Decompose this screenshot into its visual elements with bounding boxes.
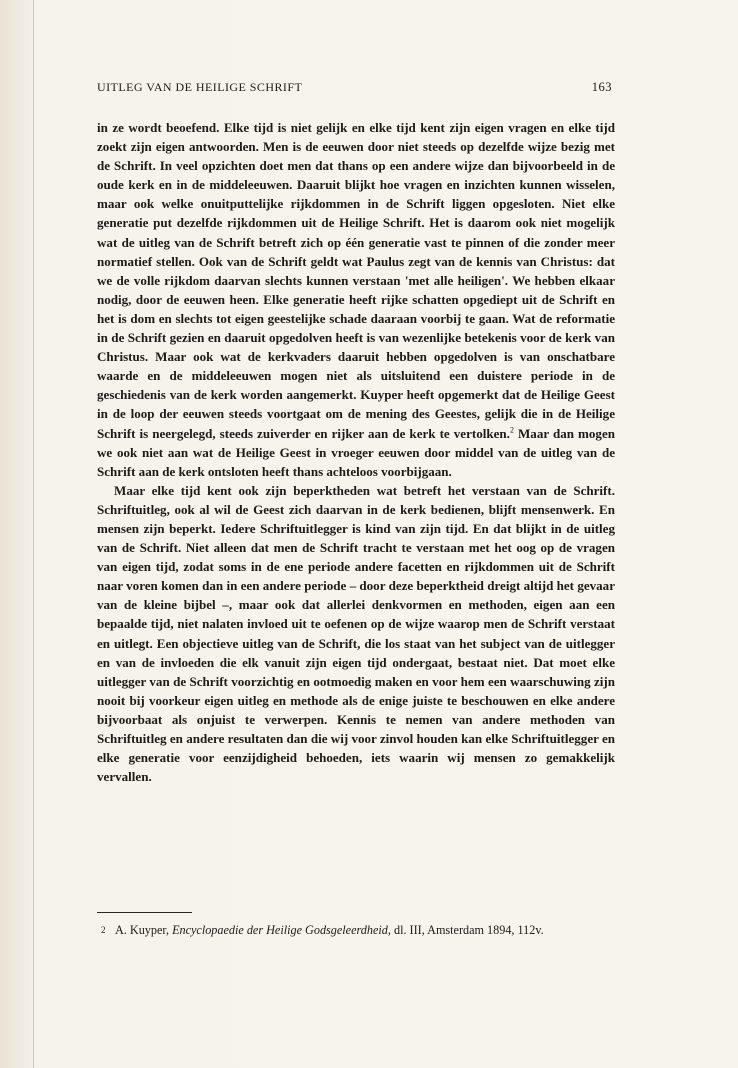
page-number: 163 bbox=[591, 80, 612, 94]
footnote-marker: 2 bbox=[101, 925, 106, 935]
footnote-details: dl. III, Amsterdam 1894, 112v. bbox=[390, 923, 544, 937]
binding-gutter-line bbox=[33, 0, 34, 1068]
running-title: UITLEG VAN DE HEILIGE SCHRIFT bbox=[97, 80, 303, 94]
running-header bbox=[97, 80, 612, 98]
footnote-work-title: Encyclopaedie der Heilige Godsgeleerdheid, bbox=[172, 923, 391, 937]
footnote-reference-2: 2 bbox=[509, 425, 514, 435]
paragraph-2: Maar elke tijd kent ook zijn beperktheden wat betreft het verstaan van de Schrift. Schriftuitleg, ook al wil de Geest zich daarvan in de kerk bedienen, blijft mensenwerk. En mensen zijn beperkt. Iedere Schriftuitlegger is kind van zijn tijd. En dat blijkt in de uitleg van de Schrift. Niet alleen dat men de Schrift tracht te verstaan met het oog op de vragen van eigen tijd, zodat soms in de ene periode andere facetten en rijkdommen uit de Schrift naar voren komen dan in een andere periode – door deze beperktheid dreigt altijd het gevaar van de kleine bijbel –, maar ook dat allerlei denkvormen en methoden, eigen aan een bepaalde tijd, niet nalaten invloed uit te oefenen op de wijze waarop men de Schrift verstaat en uitlegt. Een objectieve uitleg van de Schrift, die los staat van het subject van de uitlegger en van de invloeden die elk vanuit zijn eigen tijd ondergaat, bestaat niet. Dat moet elke uitlegger van de Schrift voorzichtig en ootmoedig maken en voor hem een waarschuwing zijn nooit bij voorkeur eigen uitleg en methode als de enige juiste te beschouwen en elke andere bijvoorbaat als onjuist te verwerpen. Kennis te nemen van andere methoden van Schriftuitleg en andere resultaten dan die wij voor zinvol houden kan elke Schriftuitlegger en elke generatie voor eenzijdigheid behoeden, iets waarin wij mensen zo gemakkelijk vervallen. bbox=[97, 482, 615, 785]
main-text bbox=[97, 118, 615, 786]
paragraph-1-text: in ze wordt beoefend. Elke tijd is niet gelijk en elke tijd kent zijn eigen vragen en elke tijd zoekt zijn eigen antwoorden. Men is de eeuwen door niet steeds op dezelfde wijze bezig met de Schrift. In veel opzichten doet men dat thans op een andere wijze dan bijvoorbeeld in de oude kerk en in de middeleeuwen. Daaruit blijkt hoe vragen en inzichten kunnen wisselen, maar ook welke onuitputtelijke rijkdommen in de Schrift liggen opgesloten. Niet elke generatie put dezelfde rijkdommen uit de Heilige Schrift. Het is daarom ook niet mogelijk wat de uitleg van de Schrift betreft zich op één generatie vast te pinnen of die zonder meer normatief stellen. Ook van de Schrift geldt wat Paulus zegt van de kennis van Christus: dat we de volle rijkdom daarvan slechts kunnen verstaan 'met alle heiligen'. We hebben elkaar nodig, door de eeuwen heen. Elke generatie heeft rijke schatten opgediept uit de Schrift en het is dom en slechts tot eigen geestelijke schade daaraan voorbij te gaan. Wat de reformatie in de Schrift gezien en daaruit opgedolven heeft is van wezenlijke betekenis voor de kerk van Christus. Maar ook wat de kerkvaders daaruit hebben opgedolven is van onschatbare waarde en de middeleeuwen mogen niet als uitsluitend een duistere periode in de geschiedenis van de kerk worden aangemerkt. Kuyper heeft opgemerkt dat de Heilige Geest in de loop der eeuwen steeds voortgaat om de mening des Geestes, gelijk die in de Heilige Schrift is neergelegd, steeds zuiverder en rijker aan de kerk te vertolken. bbox=[97, 120, 615, 441]
paragraph-1-continuation: Maar dan mogen we ook niet aan wat de Heilige Geest in vroeger eeuwen door middel van de uitleg van de Schrift aan de kerk ontsloten heeft thans achteloos voorbijgaan. bbox=[97, 425, 616, 479]
footnote-divider bbox=[97, 912, 192, 913]
footnote-2 bbox=[101, 922, 627, 939]
paragraph-1 bbox=[97, 118, 615, 481]
footnote-author: A. Kuyper, bbox=[115, 923, 173, 937]
